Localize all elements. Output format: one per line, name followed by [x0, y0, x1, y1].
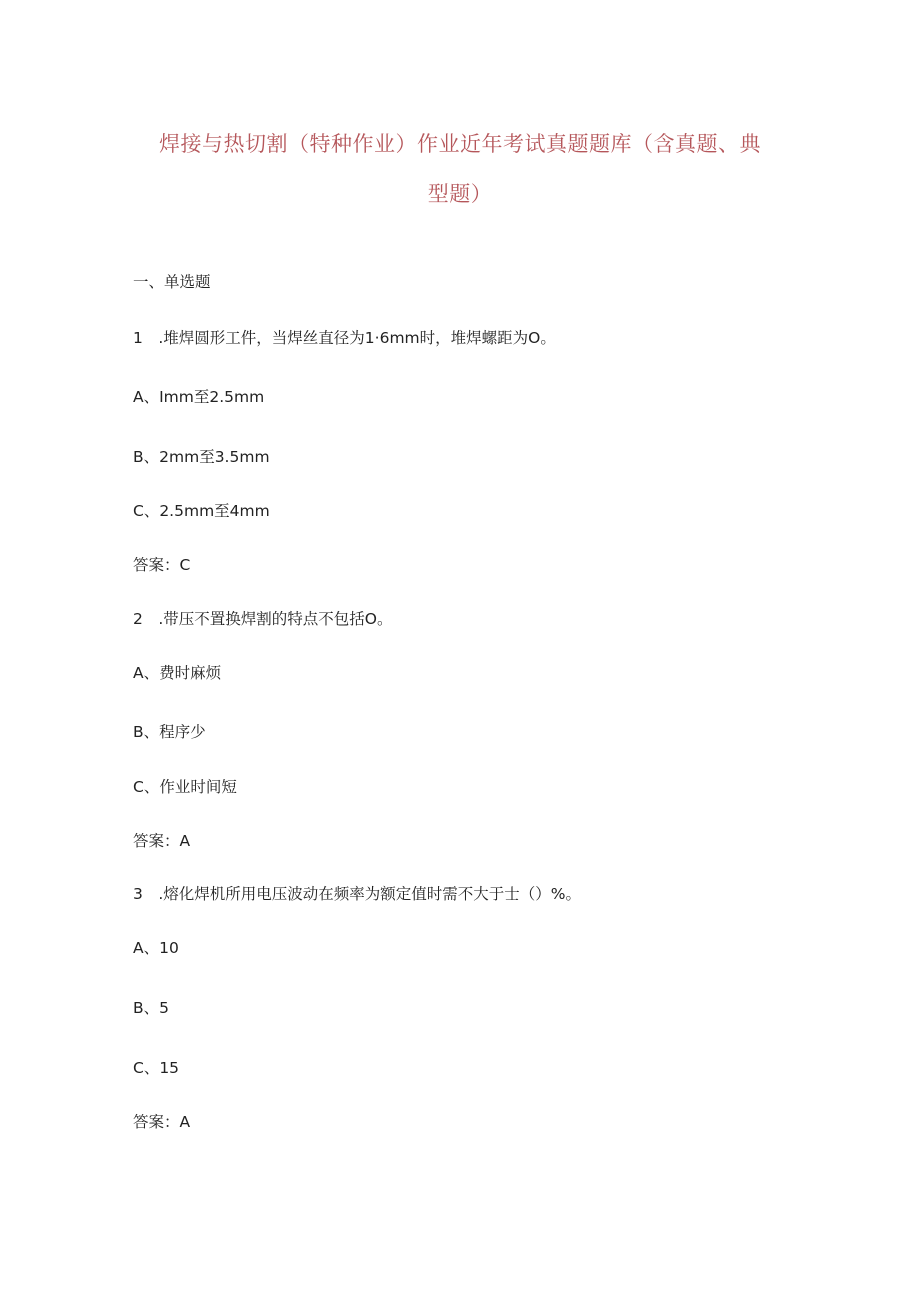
question-2-option-b: B、程序少 [133, 723, 206, 741]
question-1-stem: 1 .堆焊圆形工件，当焊丝直径为1·6mm时，堆焊螺距为O。 [133, 329, 556, 347]
question-2-option-c: C、作业时间短 [133, 778, 237, 796]
question-3-answer: 答案：A [133, 1113, 191, 1131]
section-heading: 一、单选题 [133, 273, 211, 291]
question-2-option-a: A、费时麻烦 [133, 664, 222, 682]
question-3-stem: 3 .熔化焊机所用电压波动在频率为额定值时需不大于士（）%。 [133, 885, 582, 903]
question-1-option-a: A、Imm至2.5mm [133, 388, 265, 406]
document-title-line-1: 焊接与热切割（特种作业）作业近年考试真题题库（含真题、典 [159, 132, 761, 156]
question-3-option-a: A、10 [133, 939, 179, 957]
question-2-answer: 答案：A [133, 832, 191, 850]
question-3-option-c: C、15 [133, 1059, 180, 1077]
question-1-answer: 答案：C [133, 556, 191, 574]
question-2-stem: 2 .带压不置换焊割的特点不包括O。 [133, 610, 393, 628]
question-3-option-b: B、5 [133, 999, 169, 1017]
question-1-option-c: C、2.5mm至4mm [133, 502, 270, 520]
document-title-line-2: 型题） [427, 182, 493, 206]
question-1-option-b: B、2mm至3.5mm [133, 448, 270, 466]
